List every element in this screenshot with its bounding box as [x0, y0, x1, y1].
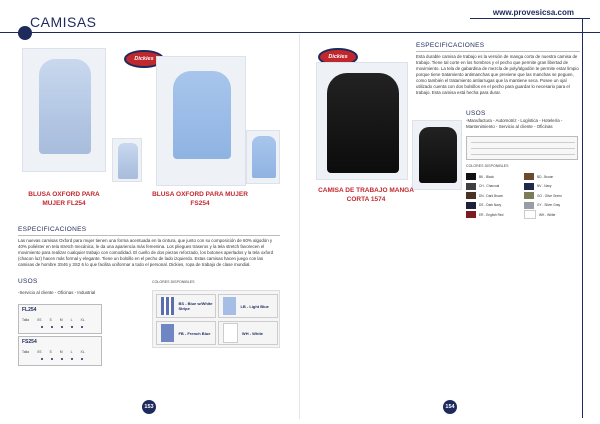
size-availability-row: [41, 326, 83, 328]
size-dot: [61, 326, 63, 328]
header-rule: [0, 32, 600, 33]
color-swatch[interactable]: [466, 210, 520, 219]
color-swatch[interactable]: [466, 172, 520, 181]
color-label: GO - Olive Green: [537, 193, 562, 198]
color-chip: [466, 173, 476, 180]
size-dot: [61, 358, 63, 360]
size-cell: M: [59, 350, 63, 354]
product-photo-fs254: [156, 56, 246, 186]
size-cell: XL: [80, 350, 85, 354]
product-thumb-fs254: [246, 130, 280, 184]
color-bs[interactable]: [156, 294, 216, 318]
color-swatch[interactable]: [524, 191, 578, 200]
color-label: BK - Black: [479, 174, 494, 179]
color-swatch[interactable]: [524, 210, 578, 219]
color-swatch[interactable]: [466, 182, 520, 191]
usos-text-left: -Servicio al cliente - Oficinas - Industrial: [18, 290, 96, 295]
usos-title-left: USOS: [18, 278, 38, 285]
color-lb-chip: [223, 297, 236, 315]
color-swatches-left: [152, 290, 280, 348]
color-swatch[interactable]: [524, 172, 578, 181]
size-header-row: [22, 350, 85, 354]
right-edge-rule: [582, 18, 583, 418]
size-cell: XS: [36, 350, 42, 354]
color-label: DN - Dark Brown: [479, 193, 504, 198]
colors-title-right: COLORES DISPONIBLES: [466, 164, 509, 168]
size-cell: XS: [36, 318, 42, 322]
colors-title-left: COLORES DISPONIBLES: [152, 280, 195, 284]
color-label: BD - Brown: [537, 174, 554, 179]
size-dot: [71, 358, 73, 360]
color-swatch[interactable]: [524, 201, 578, 210]
color-wh-chip: [223, 323, 238, 343]
product-caption-fs254: BLUSA OXFORD PARA MUJER FS254: [152, 191, 248, 207]
product-thumb-fl254: [112, 138, 142, 182]
size-cell: S: [49, 318, 52, 322]
dickies-logo-text: Dickies: [134, 56, 154, 62]
size-table-lines: [471, 148, 575, 149]
color-fb-chip: [161, 324, 174, 342]
specs-rule-right: [416, 51, 580, 52]
size-cell: Talla: [22, 318, 29, 322]
color-chip: [524, 210, 536, 219]
size-cell: XL: [80, 318, 85, 322]
color-lb-label: LB - Light Blue: [240, 303, 269, 309]
size-table-1574: [466, 136, 578, 160]
size-dot: [41, 358, 43, 360]
specs-rule-left: [18, 235, 280, 236]
product-caption-fl254: BLUSA OXFORD PARA MUJER FL254: [28, 191, 100, 207]
color-chip: [466, 192, 476, 199]
color-chip: [524, 202, 534, 209]
size-table-label: FS254: [22, 339, 37, 345]
size-dot: [41, 326, 43, 328]
size-cell: M: [59, 318, 63, 322]
size-table-fs254: [18, 336, 102, 366]
size-cell: S: [49, 350, 52, 354]
color-label: CH - Charcoal: [479, 184, 500, 189]
color-chip: [524, 192, 534, 199]
size-table-lines: [471, 154, 575, 155]
color-fb-label: FB - French Blue: [178, 330, 211, 336]
product-photo-fl254: [22, 48, 106, 172]
specs-text-right: Esta durable camisa de trabajo es la versión de manga corta de nuestra camisa de trabajo. Tiene tal corte en los hombros y el pecho que permite gran libertad de movimiento. La tela de gabardina de mezcla de poly/algodón te permite estar limpio porque tiene tratamiento antimanchas que previene que las manchas se peguen, como también el tratamiento antiarrugas que la mantiene seca. Posee un ojal utilizado cuenta con dos bolsillos en el pecho para guardar lo necesario para el trabajo. Esta camisa está hecha para durar.: [416, 54, 579, 95]
page-number-left: 153: [142, 400, 156, 414]
color-bs-label: BS - Blue w/White Stripe: [178, 301, 213, 311]
size-availability-row: [41, 358, 83, 360]
color-swatch[interactable]: [524, 182, 578, 191]
color-label: GY - Silver Gray: [537, 203, 561, 208]
usos-title-right: USOS: [466, 110, 486, 117]
color-chip: [524, 173, 534, 180]
specs-title-left: ESPECIFICACIONES: [18, 226, 87, 233]
size-dot: [51, 326, 53, 328]
color-lb[interactable]: [218, 294, 278, 318]
color-wh-label: WH - White: [241, 330, 264, 336]
dickies-logo-text: Dickies: [328, 54, 348, 60]
color-chip: [466, 183, 476, 190]
color-label: NV - Navy: [537, 184, 552, 189]
size-cell: Talla: [22, 350, 29, 354]
size-table-label: FL254: [22, 307, 37, 313]
size-header-row: [22, 318, 85, 322]
size-dot: [81, 326, 83, 328]
color-swatch[interactable]: [466, 191, 520, 200]
site-url[interactable]: www.provesicsa.com: [492, 8, 574, 17]
size-dot: [51, 358, 53, 360]
specs-text-left: Las nuevas camisas Oxford para mujer tienen una forma acentuada en la cintura, que junto con su composición de 60% algodón y 40% poliéster en tela stretch mecánica, le da una apariencia más femenina. Los pliegues traseros y la tela stretch favorecen el movimiento para realizar cualquier trabajo con comodidad. El cuello de dos piezas reforzado, los botones aperlados y la tela oxford (chacon luz) hacen más formal y elegante. Tiene un bolsillo en el pecho de lado izquierdo. Estas camisas hacen juego con las camisas de hombre 3S46 y 3S2 6 lo que facilita uniformar a todo el personal. Dickies, ropa de trabajo de clase mundial.: [18, 238, 274, 267]
color-bs-chip: [161, 297, 174, 315]
color-wh[interactable]: [218, 321, 278, 345]
page-title: CAMISAS: [30, 14, 97, 30]
top-right-rule: [470, 18, 590, 19]
usos-text-right: -Manufactura - Automotriz - Logística - Hotelería -Mantenimiento - Servicio al cliente - Oficinas: [466, 118, 563, 129]
color-label: ER - English Red: [479, 212, 504, 217]
size-table-lines: [471, 142, 575, 143]
color-label: DS - Dark Navy: [479, 203, 502, 208]
specs-title-right: ESPECIFICACIONES: [416, 42, 485, 49]
size-table-fl254: [18, 304, 102, 334]
size-dot: [81, 358, 83, 360]
color-fb[interactable]: [156, 321, 216, 345]
size-cell: L: [70, 318, 73, 322]
center-fold: [299, 34, 300, 419]
color-swatch[interactable]: [466, 201, 520, 210]
color-swatches-right: [466, 172, 578, 220]
product-photo-1574: [316, 62, 408, 180]
product-thumb-1574: [412, 120, 462, 190]
product-caption-1574: CAMISA DE TRABAJO MANGA CORTA 1574: [318, 187, 414, 203]
size-dot: [71, 326, 73, 328]
color-chip: [466, 211, 476, 218]
color-chip: [466, 202, 476, 209]
color-chip: [524, 183, 534, 190]
page-number-right: 154: [443, 400, 457, 414]
size-cell: L: [70, 350, 73, 354]
color-label: WH - White: [539, 212, 556, 217]
